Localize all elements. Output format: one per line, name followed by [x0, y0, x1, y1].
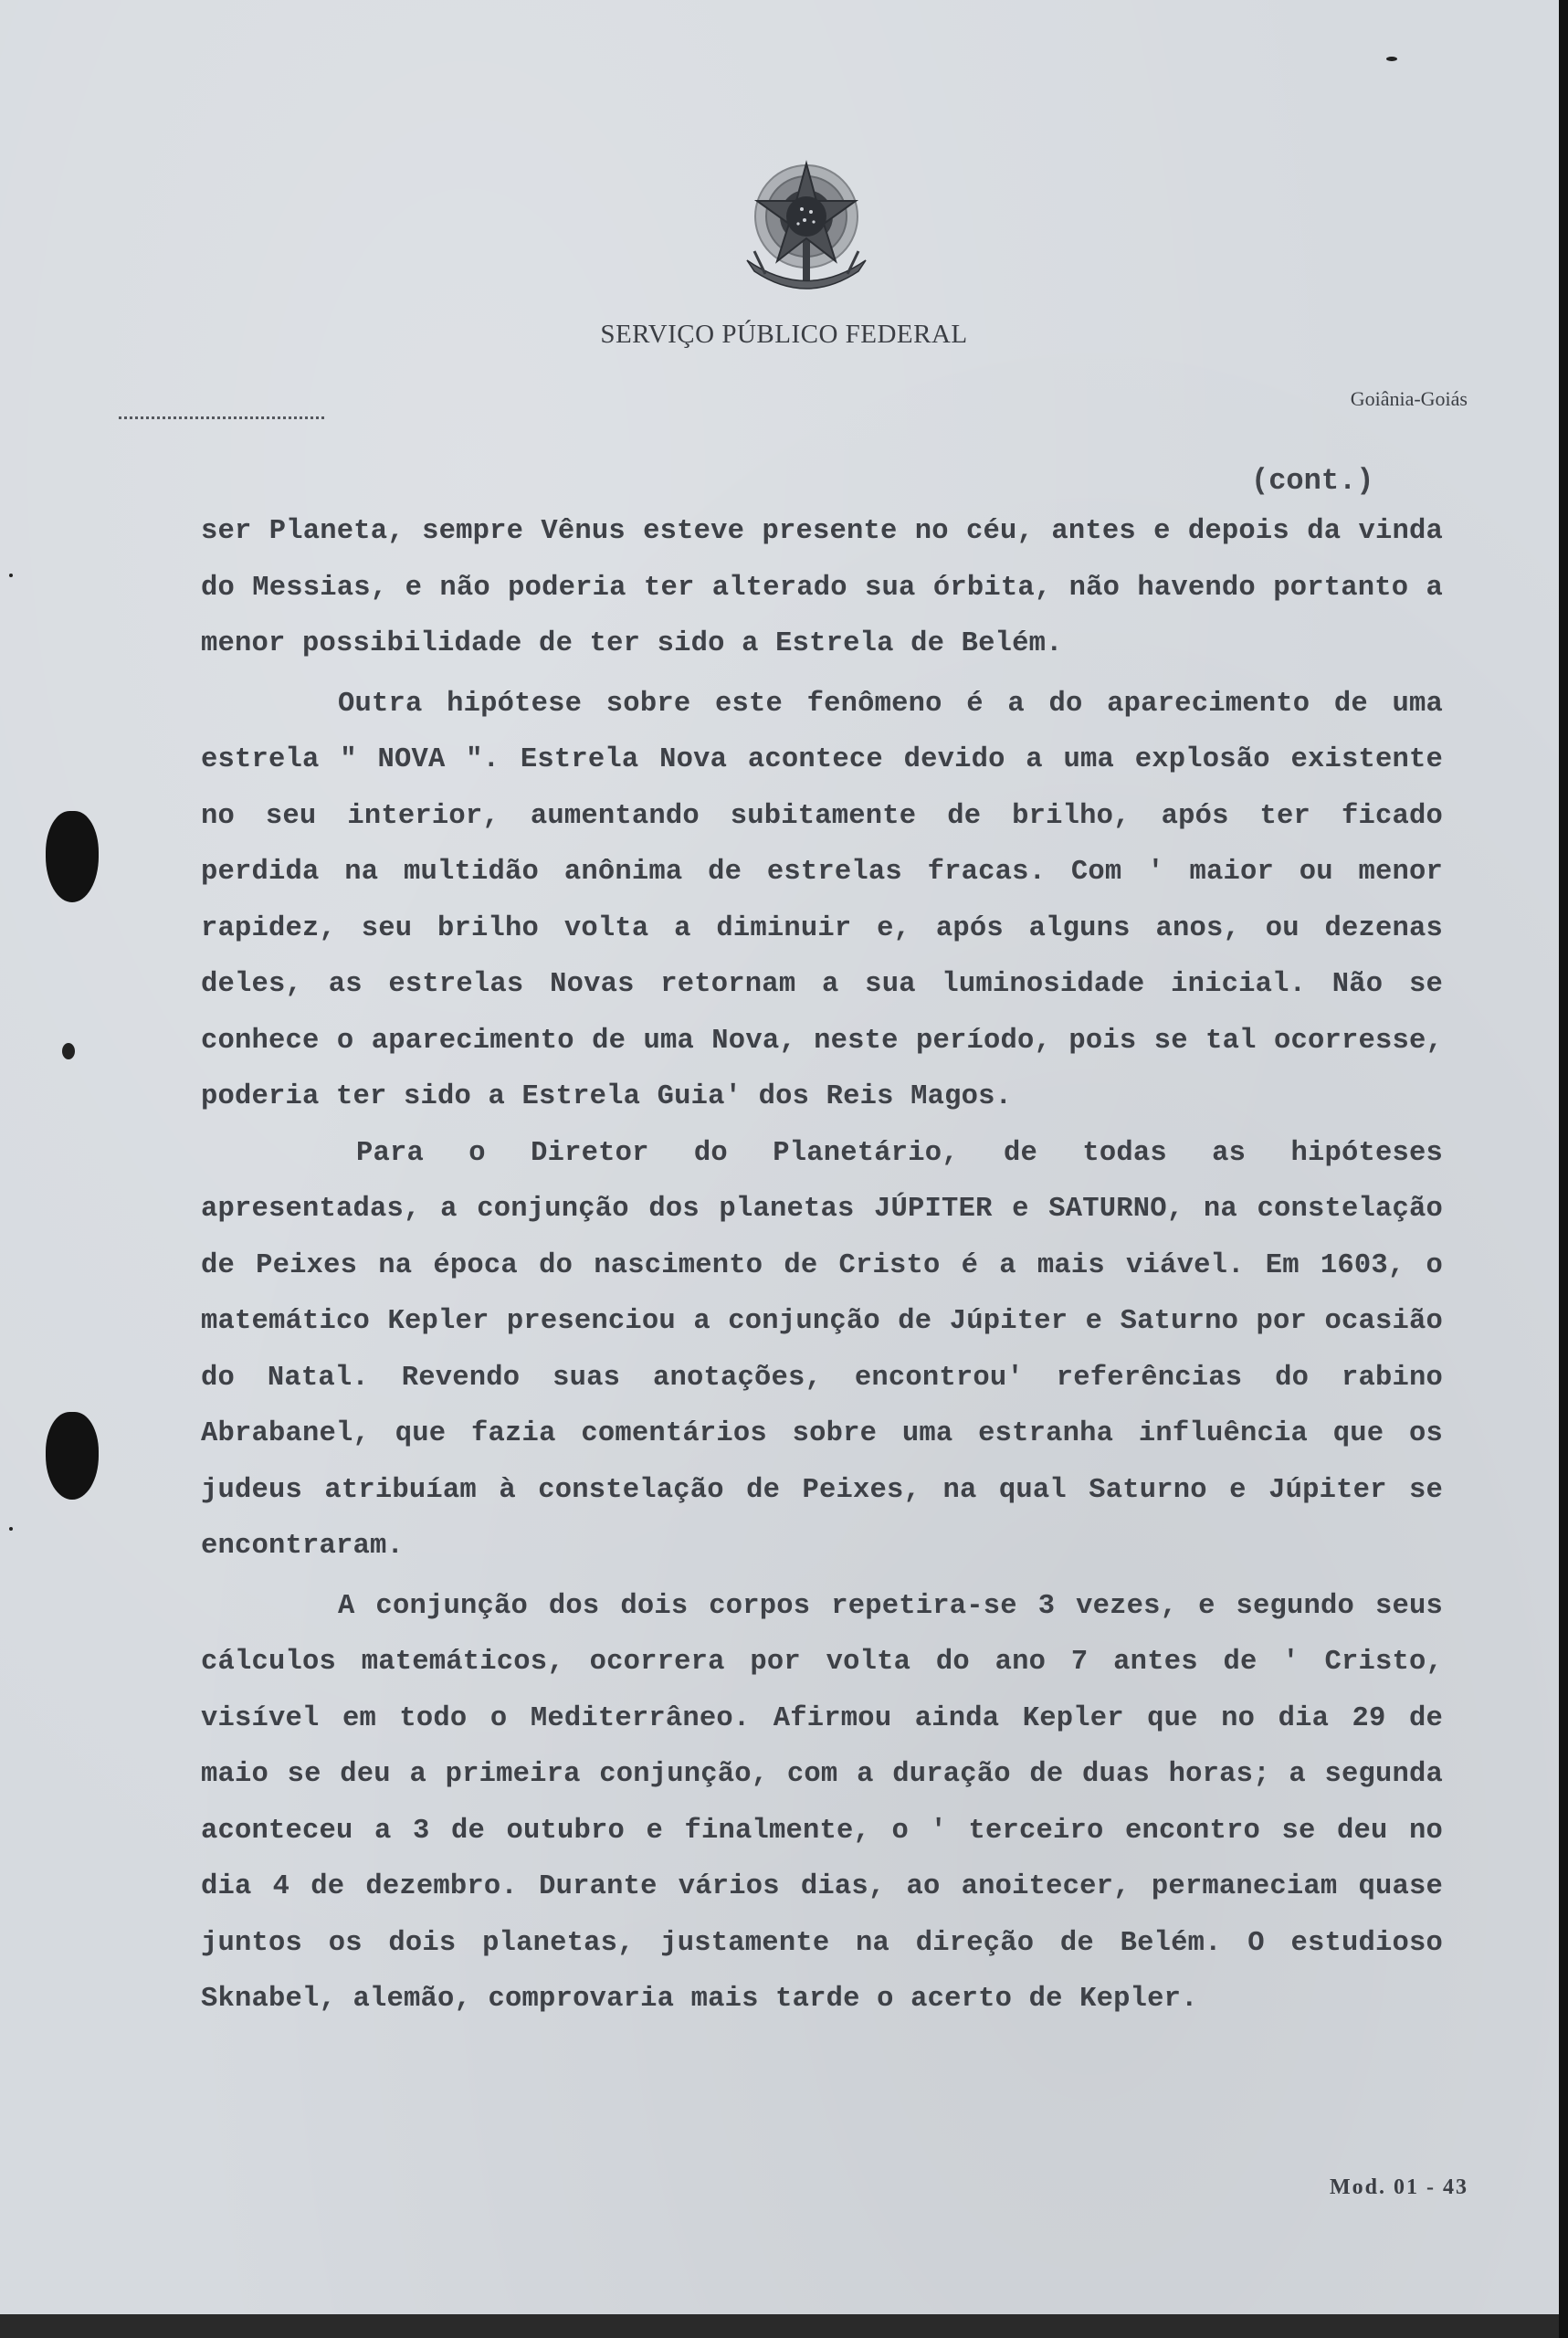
document-body — [201, 504, 1443, 2028]
continuation-label: (cont.) — [1251, 464, 1374, 498]
binder-hole-bottom — [46, 1412, 99, 1500]
binder-hole-top — [46, 811, 99, 902]
ink-speck — [9, 574, 13, 577]
paragraph-2: Outra hipótese sobre este fenômeno é a do aparecimento de uma estrela " NOVA ". Estrela Nova acontece devido a uma explosão existente no seu interior, aumentando subitamente de brilho, após ter ficado perdida na multidão anônima de estrelas fracas. Com ' maior ou menor rapidez, seu brilho volta a diminuir e, após alguns anos, ou dezenas deles, as estrelas Novas retornam a sua luminosidade inicial. Não se conhece o aparecimento de uma Nova, neste período, pois se tal ocorresse, poderia ter sido a Estrela Guia' dos Reis Magos. — [201, 688, 1443, 1112]
paragraph-1: ser Planeta, sempre Vênus esteve presente no céu, antes e depois da vinda do Messias, e não poderia ter alterado sua órbita, não havendo portanto a menor possibilidade de ter sido a Estrela de Belém. — [201, 516, 1443, 659]
ink-speck — [9, 1527, 13, 1531]
letterhead-title: SERVIÇO PÚBLICO FEDERAL — [600, 320, 968, 349]
ink-speck — [62, 1043, 75, 1059]
paragraph-4: A conjunção dos dois corpos repetira-se 3 vezes, e segundo seus cálculos matemáticos, ocorrera por volta do ano 7 antes de ' Cristo, visível em todo o Mediterrâneo. Afirmou ainda Kepler que no dia 29 de maio se deu a primeira conjunção, com a duração de duas horas; a segunda aconteceu a 3 de outubro e finalmente, o ' terceiro encontro se deu no dia 4 de dezembro. Durante vários dias, ao anoitecer, permaneciam quase juntos os dois planetas, justamente na direção de Belém. O estudioso Sknabel, alemão, comprovaria mais tarde o acerto de Kepler. — [201, 1590, 1443, 2015]
paragraph-3: Para o Diretor do Planetário, de todas as hipóteses apresentadas, a conjunção dos planetas JÚPITER e SATURNO, na constelação de Peixes na época do nascimento de Cristo é a mais viável. Em 1603, o matemático Kepler presenciou a conjunção de Júpiter e Saturno por ocasião do Natal. Revendo suas anotações, encontrou' referências do rabino Abrabanel, que fazia comentários sobre uma estranha influência que os judeus atribuíam à constelação de Peixes, na qual Saturno e Júpiter se encontraram. — [201, 1137, 1443, 1562]
dotted-reference-line — [119, 416, 324, 419]
form-model-number: Mod. 01 - 43 — [1330, 2175, 1468, 2199]
scan-border — [0, 2314, 1559, 2338]
letterhead-location: Goiânia-Goiás — [1350, 387, 1468, 410]
coat-of-arms-seal — [738, 151, 875, 297]
ink-speck — [1386, 57, 1397, 61]
